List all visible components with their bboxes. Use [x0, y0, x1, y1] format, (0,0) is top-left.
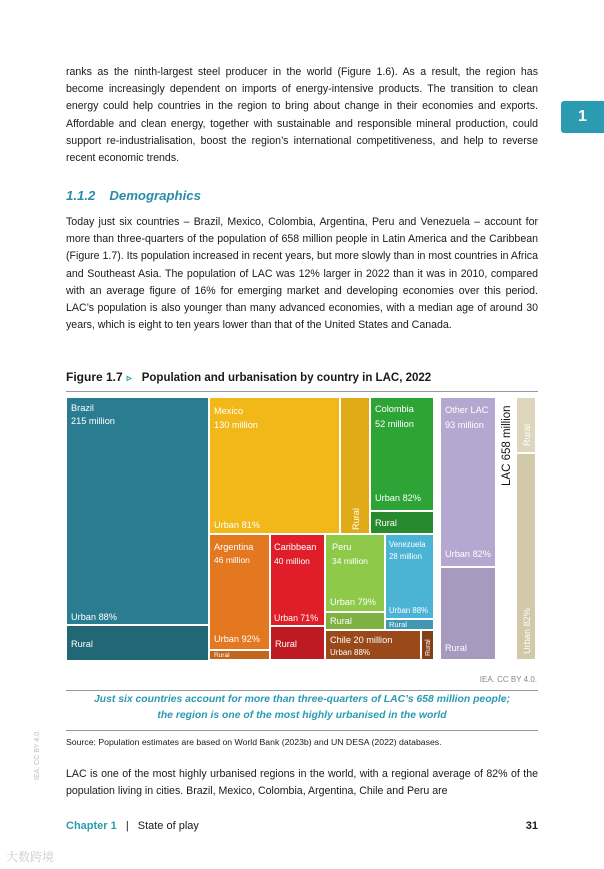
- caribbean-rural-label: Rural: [275, 639, 297, 649]
- venezuela-name-label: Venezuela: [389, 540, 426, 549]
- figure-number: Figure 1.7: [66, 370, 123, 384]
- peru-rural-block: [325, 612, 385, 630]
- argentina-urban-block: [209, 534, 270, 650]
- brazil-rural-label: Rural: [71, 639, 93, 650]
- figure-caption-line-1: Just six countries account for more than three-quarters of LAC’s 658 million people;: [93, 694, 511, 705]
- mexico-name-label: Mexico: [214, 406, 244, 416]
- watermark: 大数跨境: [6, 850, 55, 864]
- chile-name-label: Chile 20 million: [330, 635, 393, 645]
- mexico-population-label: 130 million: [214, 420, 258, 430]
- footer-separator: |: [125, 820, 129, 832]
- venezuela-rural-label: Rural: [389, 620, 407, 629]
- demographics-paragraph: Today just six countries – Brazil, Mexico, Colombia, Argentina, Peru and Venezuela – account for more than three-quarters of the population of 658 million people in Latin America and the Caribbean (Figure 1.7). Its population increased in recent years, but more slowly than in most countries in Africa and Southeast Asia. The population of LAC was 12% larger in 2022 than it was in 2010, compared with an average figure of 16% for emerging market and developing economies over this period. LAC’s population is also younger than many advanced economies, with a median age of around 30 years, which is eight to ten years lower than that of the United States and Canada.: [66, 216, 538, 332]
- caribbean-urban-label: Urban 71%: [274, 613, 319, 623]
- colombia-urban-label: Urban 82%: [375, 493, 421, 503]
- figure-source: Source: Population estimates are based on World Bank (2023b) and UN DESA (2022) databases.: [66, 737, 442, 747]
- colombia-name-label: Colombia: [375, 404, 414, 414]
- brazil-urban-block: [66, 397, 209, 625]
- brazil-rural-block: [66, 625, 209, 661]
- footer-chapter: [66, 820, 199, 832]
- peru-name-label: Peru: [332, 542, 352, 552]
- other-lac-population-label: 93 million: [445, 420, 484, 430]
- venezuela-urban-label: Urban 88%: [389, 606, 429, 615]
- other-lac-name-label: Other LAC: [445, 405, 489, 415]
- figure-top-rule: [66, 391, 538, 392]
- other-lac-rural-block: [440, 567, 496, 660]
- colombia-rural-label: Rural: [375, 518, 397, 528]
- intro-paragraph: ranks as the ninth-largest steel producer in the world (Figure 1.6). As a result, the region has become increasingly dependent on imports of energy-intensive products. The transition to clean energy could help countries in the region to bring about change in their economies and exports. Affordable and clean energy, together with sustainable and responsible mineral production, could support re-industrialisation, boost the region’s international competitiveness, and help to reverse recent economic trends.: [66, 66, 538, 165]
- peru-urban-block: [325, 534, 385, 612]
- footer-chapter-label[interactable]: Chapter 1: [66, 820, 117, 832]
- argentina-rural-label: Rural: [214, 652, 230, 659]
- figure-caption-line-2: the region is one of the most highly urbanised in the world: [157, 710, 447, 721]
- chile-rural-block: [421, 630, 434, 660]
- brazil-name-label: Brazil: [71, 403, 94, 413]
- colombia-urban-block: [370, 397, 434, 511]
- venezuela-urban-block: [385, 534, 434, 619]
- venezuela-population-label: 28 million: [389, 552, 422, 561]
- section-heading: [66, 188, 201, 203]
- footer-section: State of play: [137, 820, 199, 832]
- page-number: 31: [525, 820, 538, 832]
- figure-title: [66, 370, 431, 384]
- lac-rural-block: [516, 397, 536, 453]
- figure-bottom-rule: [66, 730, 538, 731]
- caribbean-population-label: 40 million: [274, 556, 310, 566]
- figure-credit: IEA. CC BY 4.0.: [479, 675, 537, 684]
- brazil-urban-label: Urban 88%: [71, 611, 117, 622]
- side-license: IEA. CC BY 4.0.: [34, 729, 41, 780]
- colombia-population-label: 52 million: [375, 419, 414, 429]
- lac-urban-block: [516, 453, 536, 660]
- venezuela-rural-block: [385, 619, 434, 630]
- mexico-rural-block: [340, 397, 370, 534]
- caribbean-name-label: Caribbean: [274, 542, 317, 552]
- figure-mid-rule: [66, 690, 538, 691]
- lac-rural-label: Rural: [522, 424, 532, 446]
- section-number: 1.1.2: [66, 188, 96, 203]
- colombia-rural-block: [370, 511, 434, 534]
- mexico-rural-label: Rural: [351, 508, 361, 530]
- other-lac-urban-label: Urban 82%: [445, 549, 491, 559]
- section-title: Demographics: [109, 188, 201, 203]
- chile-urban-block: [325, 630, 421, 660]
- peru-population-label: 34 million: [332, 556, 368, 566]
- argentina-name-label: Argentina: [214, 542, 254, 552]
- lac-urban-label: Urban 82%: [522, 608, 532, 654]
- figure-title-text: Population and urbanisation by country in LAC, 2022: [141, 372, 432, 384]
- other-lac-rural-label: Rural: [445, 643, 467, 653]
- closing-paragraph: LAC is one of the most highly urbanised regions in the world, with a regional average of 82% of the population living in cities. Brazil, Mexico, Colombia, Argentina, Chile and Peru are: [66, 768, 538, 798]
- other-lac-urban-block: [440, 397, 496, 567]
- argentina-rural-block: [209, 650, 270, 660]
- peru-urban-label: Urban 79%: [330, 597, 376, 607]
- caribbean-rural-block: [270, 626, 325, 660]
- lac-total-label: LAC 658 million: [501, 405, 513, 486]
- peru-rural-label: Rural: [330, 616, 352, 626]
- argentina-population-label: 46 million: [214, 555, 250, 565]
- argentina-urban-label: Urban 92%: [214, 634, 260, 644]
- chapter-tab[interactable]: 1: [561, 101, 604, 133]
- mexico-urban-block: [209, 397, 340, 534]
- figure-arrow-icon: ▹: [126, 373, 132, 384]
- brazil-population-label: 215 million: [71, 416, 115, 427]
- chile-rural-label: Rural: [425, 639, 432, 656]
- caribbean-urban-block: [270, 534, 325, 626]
- chile-urban-label: Urban 88%: [330, 648, 371, 657]
- mexico-urban-label: Urban 81%: [214, 520, 260, 530]
